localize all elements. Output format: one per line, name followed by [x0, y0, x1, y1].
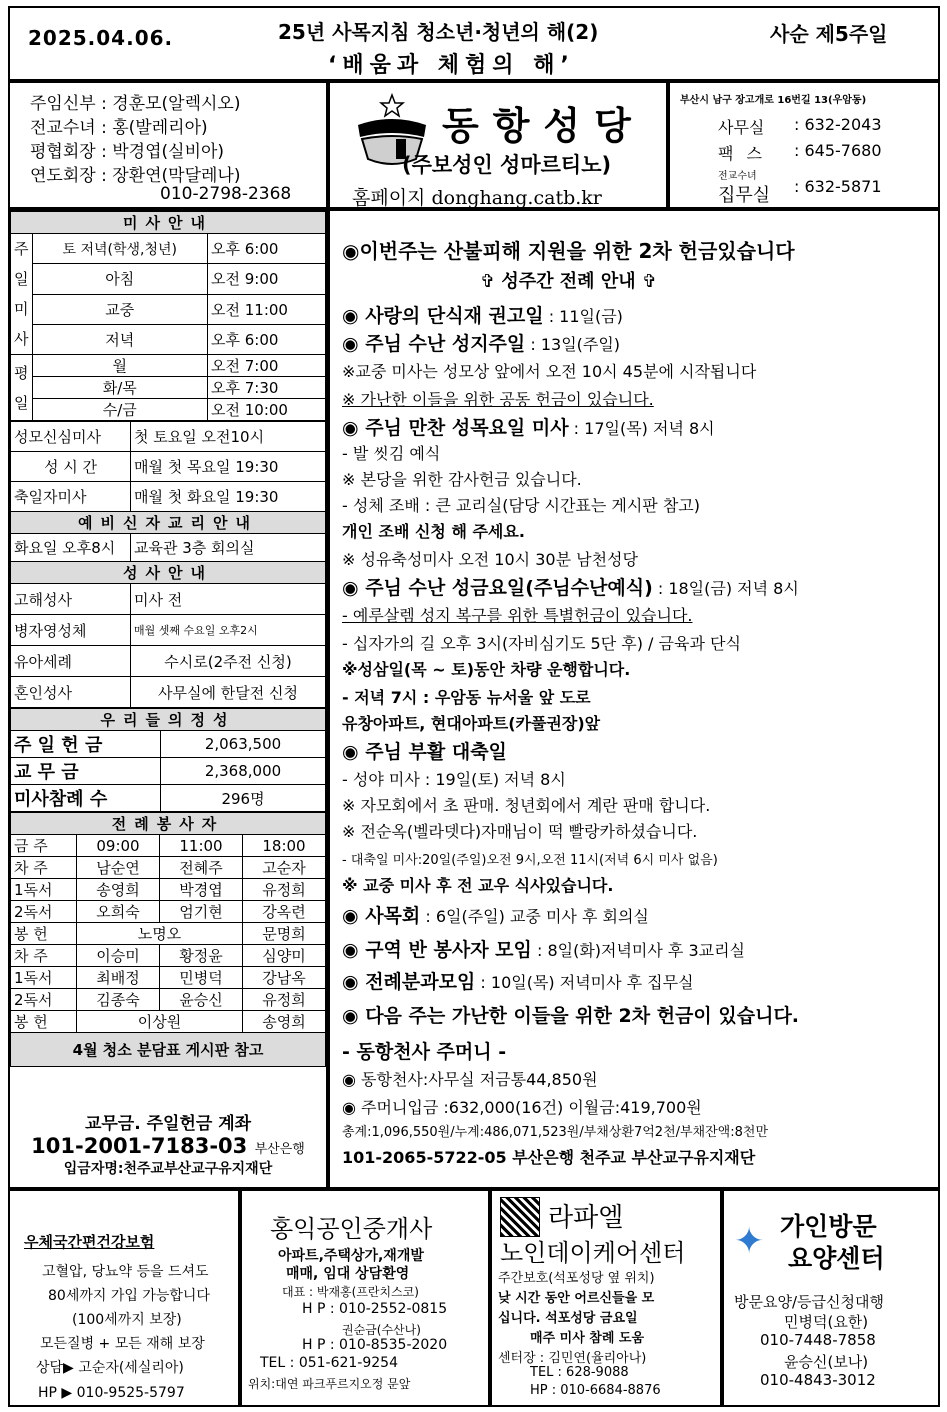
mass-row [11, 234, 326, 264]
offerings-title: 우리들의정성 [11, 709, 326, 731]
offering-value: 2,368,000 [161, 758, 326, 785]
mass-name: 아침 [32, 264, 208, 294]
sacrament-value: 미사 전 [131, 584, 326, 615]
liturgy-cell: 김종숙 [77, 989, 160, 1011]
contact-box [668, 81, 940, 209]
special-value: 매월 첫 화요일 19:30 [131, 482, 326, 512]
sacrament-value: 수시로(2주전 신청) [131, 646, 326, 677]
notice-line: - 대축일 미사:20일(주일)오전 9시,오전 11시(저녁 6시 미사 없음) [342, 853, 718, 868]
staff-box [8, 81, 328, 209]
staff-row: 평협회장 : 박경엽(실비아) [30, 142, 225, 162]
ad-line: 모든질병 + 모든 재해 보장 [40, 1336, 205, 1352]
account-number: 101-2001-7183-03 [31, 1134, 248, 1158]
liturgy-row [11, 989, 326, 1011]
offering-name: 미사참례 수 [11, 785, 161, 812]
liturgy-cell: 송영희 [77, 879, 160, 901]
sacrament-value: 사무실에 한달전 신청 [131, 677, 326, 708]
liturgy-row [11, 879, 326, 901]
ad-line: 방문요양/등급신청대행 [734, 1293, 884, 1311]
catechumen-title: 예비신자교리안내 [11, 512, 326, 534]
special-value: 매월 첫 목요일 19:30 [131, 452, 326, 482]
notice-line: ◉ 사목회 : 6일(주일) 교중 미사 후 회의실 [342, 905, 649, 927]
ad-line: TEL : 628-9088 [530, 1365, 629, 1380]
liturgy-cell: 봉 헌 [11, 923, 77, 945]
liturgy-cell: 이승미 [77, 945, 160, 967]
offering-row [11, 731, 326, 758]
ad-line: 대표 : 박재홍(프란치스코) [282, 1285, 419, 1299]
catechumen-row [11, 534, 326, 562]
offering-value: 296명 [161, 785, 326, 812]
notice-line: ◉ 주님 수난 성지주일 : 13일(주일) [342, 333, 621, 355]
ad-line: TEL : 051-621-9254 [260, 1355, 398, 1371]
church-address: 부산시 남구 장고개로 16번길 13(우암동) [680, 95, 867, 106]
liturgy-row [11, 901, 326, 923]
notice-line: ◉ 다음 주는 가난한 이들을 위한 2차 헌금이 있습니다. [342, 1005, 800, 1027]
ad-insurance-title: 우체국간편건강보험 [24, 1233, 155, 1251]
left-column [8, 209, 328, 1189]
liturgy-cell: 심양미 [243, 945, 326, 967]
liturgy-cell: 유정희 [243, 879, 326, 901]
liturgy-cell: 유정희 [243, 989, 326, 1011]
notice-line: ※ 본당을 위한 감사헌금 있습니다. [342, 470, 582, 489]
ad-line: (100세까지 보장) [72, 1312, 182, 1328]
ad-line: 010-7448-7858 [760, 1331, 876, 1349]
notice-line: - 성체 조배 : 큰 교리실(담당 시간표는 게시판 참고) [342, 496, 701, 515]
notice-line: ◉ 구역 반 봉사자 모임 : 8일(화)저녁미사 후 3교리실 [342, 939, 746, 961]
holy-week-title: ✞ 성주간 전례 안내 ✞ [480, 271, 657, 292]
special-name: 성모신심미사 [11, 422, 131, 452]
fax-label: 팩 스 [718, 144, 766, 163]
ad-daycare-title2: 노인데이케어센터 [500, 1239, 686, 1267]
notice-line: ※ 자모회에서 초 판매. 청년회에서 계란 판매 합니다. [342, 796, 711, 815]
liturgy-cell: 민병덕 [160, 967, 243, 989]
special-value: 첫 토요일 오전10시 [131, 422, 326, 452]
mass-time: 오전 9:00 [208, 264, 326, 294]
ad-line: 센터장 : 김민연(율리아나) [498, 1351, 647, 1366]
church-name: 동항성당 [442, 104, 645, 148]
ad-line: 상담▶ 고순자(세실리아) [36, 1360, 184, 1376]
liturgy-header-row [11, 835, 326, 857]
staff-row: 전교수녀 : 홍(발레리아) [30, 118, 208, 138]
notice-line: - 십자가의 길 오후 3시(자비심기도 5단 후) / 금육과 단식 [342, 634, 741, 653]
sacraments-title: 성사안내 [11, 562, 326, 584]
notice-line: ※ 성유축성미사 오전 10시 30분 남천성당 [342, 550, 638, 569]
ad-line: H P : 010-2552-0815 [302, 1301, 448, 1317]
liturgical-week: 사순 제5주일 [770, 22, 888, 46]
mass-name: 화/목 [32, 377, 208, 399]
account-bank: 부산은행 [254, 1142, 305, 1157]
liturgy-cell: 차 주 [11, 945, 77, 967]
staff-phone: 010-2798-2368 [160, 184, 292, 204]
liturgy-row [11, 857, 326, 879]
account-box [10, 1109, 326, 1178]
sunday-mass-label: 주 일 미 사 [11, 234, 33, 355]
offering-name: 주 일 헌 금 [11, 731, 161, 758]
liturgy-cell: 1독서 [11, 879, 77, 901]
ad-line: HP : 010-6684-8876 [530, 1383, 661, 1398]
sister-office-phone: : 632-5871 [794, 177, 882, 196]
office-phone: : 632-2043 [794, 115, 882, 134]
notices-column [328, 209, 940, 1189]
ad-line: H P : 010-8535-2020 [302, 1337, 448, 1353]
liturgy-cell: 노명오 [77, 923, 243, 945]
liturgy-cell: 박경엽 [160, 879, 243, 901]
mass-row [11, 399, 326, 421]
mass-row [11, 355, 326, 377]
mass-time: 오전 7:00 [208, 355, 326, 377]
notice-line: ※교중 미사는 성모상 앞에서 오전 10시 45분에 시작됩니다 [342, 362, 757, 381]
qr-code-icon [500, 1197, 540, 1237]
ad-line: 80세까지 가입 가능합니다 [48, 1288, 210, 1304]
liturgy-cell: 엄기현 [160, 901, 243, 923]
liturgy-cell: 강옥련 [243, 901, 326, 923]
liturgy-offer-row [11, 923, 326, 945]
pastoral-theme: 25년 사목지침 청소년·청년의 해(2) [278, 20, 599, 44]
ad-insurance [8, 1189, 240, 1407]
offering-name: 교 무 금 [11, 758, 161, 785]
notice-line: ◉ 주님 수난 성금요일(주님수난예식) : 18일(금) 저녁 8시 [342, 577, 799, 599]
church-box [328, 81, 668, 209]
ad-line: 위치:대연 파크푸르지오정 문앞 [248, 1377, 411, 1391]
care-logo-icon: ✦ [734, 1221, 765, 1262]
office-label: 사무실 [718, 118, 765, 137]
notice-line: 개인 조배 신청 해 주세요. [342, 522, 525, 541]
ad-line: 매매, 임대 상담환영 [286, 1266, 410, 1282]
sister-label-small: 전교수녀 [718, 171, 757, 182]
offering-row [11, 758, 326, 785]
liturgy-cell: 차 주 [11, 857, 77, 879]
account-number-line [10, 1134, 326, 1158]
mass-name: 토 저녁(학생,청년) [32, 234, 208, 264]
notice-line: ※ 전순옥(벨라뎃다)자매님이 떡 빨랑카하셨습니다. [342, 822, 698, 841]
notice-line: - 동항천사 주머니 - [342, 1041, 507, 1063]
notice-line: ◉ 전례분과모임 : 10일(목) 저녁미사 후 집무실 [342, 971, 694, 993]
ad-line: 주간보호(석포성당 옆 위치) [498, 1271, 655, 1286]
catechumen-day: 화요일 오후8시 [11, 534, 131, 562]
theme-motto: ‘배움과 체험의 해’ [328, 53, 575, 78]
liturgy-cell: 2독서 [11, 989, 77, 1011]
liturgy-row [11, 945, 326, 967]
notice-line: 101-2065-5722-05 부산은행 천주교 부산교구유지재단 [342, 1148, 756, 1167]
liturgy-cell: 봉 헌 [11, 1011, 77, 1033]
liturgy-cell: 전혜주 [160, 857, 243, 879]
special-name: 축일자미사 [11, 482, 131, 512]
ad-realty [240, 1189, 490, 1407]
mass-name: 교중 [32, 294, 208, 324]
liturgy-table [10, 812, 326, 1067]
ad-line: 민병덕(요한) [784, 1313, 869, 1331]
liturgy-cell: 고순자 [243, 857, 326, 879]
sacrament-row [11, 615, 326, 646]
ad-realty-title: 홍익공인중개사 [270, 1215, 433, 1243]
fax-number: : 645-7680 [794, 141, 882, 160]
liturgy-cell: 이상원 [77, 1011, 243, 1033]
notice-line: - 저녁 7시 : 우암동 뉴서울 앞 도로 [342, 688, 591, 707]
ad-line: 권순금(수산나) [342, 1323, 421, 1337]
liturgy-cell: 문명희 [243, 923, 326, 945]
liturgy-cell: 최배정 [77, 967, 160, 989]
offering-row [11, 785, 326, 812]
mass-table [10, 211, 326, 421]
notice-line: ◉ 주님 만찬 성목요일 미사 : 17일(목) 저녁 8시 [342, 417, 715, 439]
offerings-table [10, 708, 326, 812]
ad-homecare-title2: 요양센터 [788, 1244, 885, 1273]
special-name: 성 시 간 [11, 452, 131, 482]
ad-line: 010-4843-3012 [760, 1371, 876, 1389]
mass-row [11, 324, 326, 354]
sacrament-row [11, 646, 326, 677]
sacrament-row [11, 584, 326, 615]
mass-time: 오후 7:30 [208, 377, 326, 399]
mass-time: 오전 11:00 [208, 294, 326, 324]
header-box [8, 6, 940, 81]
mass-time: 오후 6:00 [208, 324, 326, 354]
sacrament-name: 유아세례 [11, 646, 131, 677]
sacrament-name: 병자영성체 [11, 615, 131, 646]
notice-line: ※ 교중 미사 후 전 교우 식사있습니다. [342, 876, 614, 895]
account-title: 교무금. 주일헌금 계좌 [84, 1114, 252, 1134]
special-row [11, 452, 326, 482]
mass-name: 월 [32, 355, 208, 377]
mass-row [11, 264, 326, 294]
ad-line: 낮 시간 동안 어르신들을 모 [498, 1291, 655, 1306]
account-holder: 입금자명:천주교부산교구유지재단 [63, 1161, 273, 1177]
mass-section-title: 미사안내 [11, 212, 326, 234]
liturgy-cell: 오희숙 [77, 901, 160, 923]
church-homepage: 홈페이지 donghang.catb.kr [352, 187, 602, 209]
ad-line: HP ▶ 010-9525-5797 [38, 1385, 185, 1401]
special-row [11, 422, 326, 452]
weekday-mass-label: 평 일 [11, 355, 33, 421]
offering-value: 2,063,500 [161, 731, 326, 758]
liturgy-cell: 황정윤 [160, 945, 243, 967]
liturgy-offer-row [11, 1011, 326, 1033]
liturgy-cell: 송영희 [243, 1011, 326, 1033]
ad-line: 십니다. 석포성당 금요일 [498, 1311, 638, 1326]
sacrament-name: 고해성사 [11, 584, 131, 615]
ad-line: 윤승신(보나) [784, 1353, 869, 1371]
mass-name: 수/금 [32, 399, 208, 421]
liturgy-cell: 윤승신 [160, 989, 243, 1011]
liturgy-cell: 09:00 [77, 835, 160, 857]
liturgy-cell: 남순연 [77, 857, 160, 879]
cleaning-note: 4월 청소 분담표 게시판 참고 [11, 1033, 326, 1067]
mass-time: 오후 6:00 [208, 234, 326, 264]
special-row [11, 482, 326, 512]
mass-name: 저녁 [32, 324, 208, 354]
notice-headline: ◉이번주는 산불피해 지원을 위한 2차 헌금있습니다 [342, 239, 795, 263]
liturgy-cell: 18:00 [243, 835, 326, 857]
notice-line: 유창아파트, 현대아파트(카풀권장)앞 [342, 714, 601, 733]
liturgy-row [11, 967, 326, 989]
notice-line: 총계:1,096,550원/누계:486,071,523원/부채상환7억2천/부채잔액:8천만 [342, 1125, 769, 1140]
ad-daycare-title1: 라파엘 [548, 1203, 624, 1233]
bulletin-date: 2025.04.06. [28, 26, 174, 50]
notice-line: ※성삼일(목 ~ 토)동안 차량 운행합니다. [342, 660, 631, 679]
liturgy-cell: 2독서 [11, 901, 77, 923]
notice-line: ◉ 사랑의 단식재 권고일 : 11일(금) [342, 305, 623, 327]
notice-line: ◉ 동항천사:사무실 저금통44,850원 [342, 1070, 598, 1089]
liturgy-title: 전례봉사자 [11, 813, 326, 835]
ad-homecare-title1: 가인방문 [780, 1212, 877, 1241]
sacrament-row [11, 677, 326, 708]
liturgy-cell: 금 주 [11, 835, 77, 857]
sacrament-name: 혼인성사 [11, 677, 131, 708]
ad-line: 매주 미사 참례 도움 [530, 1331, 645, 1346]
notice-line: ◉ 주머니입금 :632,000(16건) 이월금:419,700원 [342, 1098, 702, 1117]
ad-line: 아파트,주택상가,재개발 [278, 1248, 424, 1264]
ad-daycare [490, 1189, 722, 1407]
notice-line: - 발 씻김 예식 [342, 444, 441, 463]
sacrament-value: 매월 셋째 수요일 오후2시 [131, 615, 326, 646]
notice-line: ※ 가난한 이들을 위한 공동 헌금이 있습니다. [342, 390, 654, 409]
sister-office-label: 집무실 [718, 185, 771, 206]
notice-line: - 성야 미사 : 19일(토) 저녁 8시 [342, 770, 566, 789]
liturgy-cell: 11:00 [160, 835, 243, 857]
ad-homecare [722, 1189, 940, 1407]
mass-row [11, 377, 326, 399]
church-patron: (주보성인 성마르티노) [402, 153, 612, 177]
notice-line: ◉ 주님 부활 대축일 [342, 741, 507, 763]
ad-line: 고혈압, 당뇨약 등을 드셔도 [42, 1264, 209, 1280]
mass-row [11, 294, 326, 324]
liturgy-cell: 1독서 [11, 967, 77, 989]
liturgy-cell: 강남옥 [243, 967, 326, 989]
catechumen-place: 교육관 3층 회의실 [131, 534, 326, 562]
special-mass-table [10, 421, 326, 708]
staff-row: 연도회장 : 장환연(막달레나) [30, 166, 241, 186]
staff-row: 주임신부 : 경훈모(알렉시오) [30, 94, 241, 114]
mass-time: 오전 10:00 [208, 399, 326, 421]
notice-line: - 예루살렘 성지 복구를 위한 특별헌금이 있습니다. [342, 606, 693, 625]
